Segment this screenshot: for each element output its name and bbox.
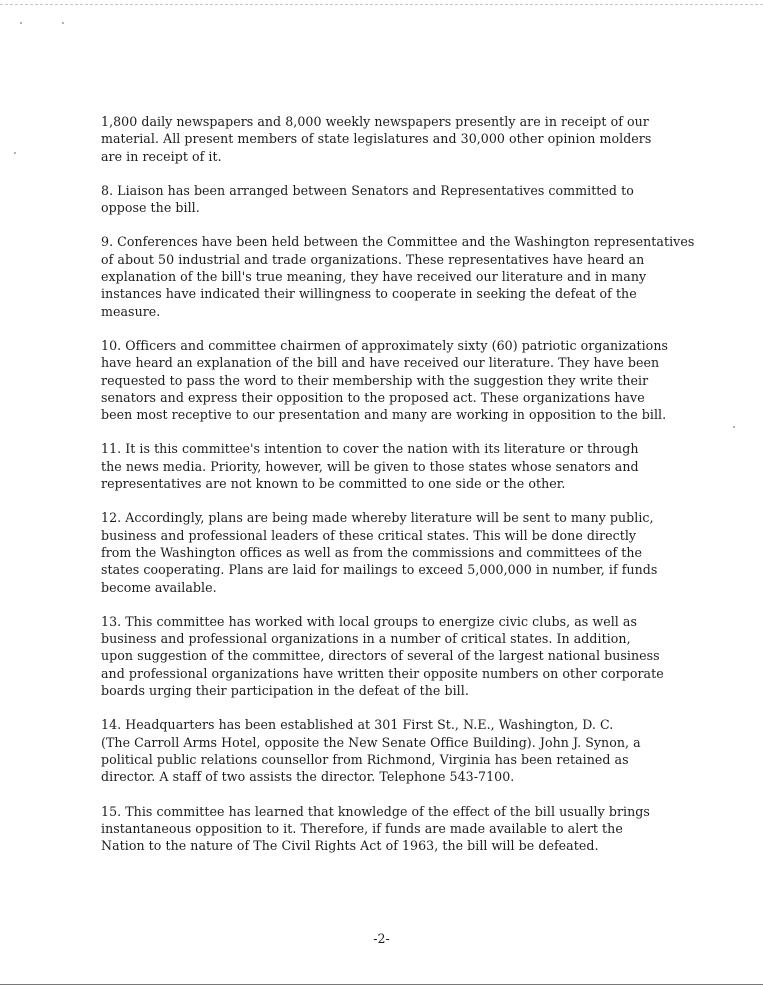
bottom-page-edge xyxy=(0,984,763,985)
scan-speck xyxy=(14,152,16,154)
paragraph-15: 15. This committee has learned that knowledge of the effect of the bill usually brings instantaneous opposition to it. Therefore, if funds are made available to alert the Nation to the nature of The Civil Rights Act of 1963, the bill will be defeated. xyxy=(101,803,650,854)
page-number: -2- xyxy=(373,931,390,946)
paragraph-8: 8. Liaison has been arranged between Senators and Representatives committed to oppose the bill. xyxy=(101,182,634,216)
paragraph-12: 12. Accordingly, plans are being made whereby literature will be sent to many public, business and professional leaders of these critical states. This will be done directly from the Washington offices as well as from the commissions and committees of the states cooperating. Plans are laid for mailings to exceed 5,000,000 in number, if funds become available. xyxy=(101,510,658,595)
paragraph-14: 14. Headquarters has been established at 301 First St., N.E., Washington, D. C. (The Carroll Arms Hotel, opposite the New Senate Office Building). John J. Synon, a political public relations counsellor from Richmond, Virginia has been retained as director. A staff of two assists the director. Telephone 543-7100. xyxy=(101,717,641,785)
paragraph-continuation: 1,800 daily newspapers and 8,000 weekly newspapers presently are in receipt of our material. All present members of state legislatures and 30,000 other opinion molders are in receipt of it. xyxy=(101,114,652,164)
scan-speck xyxy=(62,22,64,24)
document-body xyxy=(101,113,741,871)
top-page-edge xyxy=(0,4,763,5)
paragraph-9: 9. Conferences have been held between the Committee and the Washington representatives of about 50 industrial and trade organizations. These representatives have heard an explanation of the bill's true meaning, they have received our literature and in many instances have indicated their willingness to cooperate in seeking the defeat of the measure. xyxy=(101,234,695,319)
paragraph-10: 10. Officers and committee chairmen of approximately sixty (60) patriotic organizations have heard an explanation of the bill and have received our literature. They have been requested to pass the word to their membership with the suggestion they write their senators and express their opposition to the proposed act. These organizations have been most receptive to our presentation and many are working in opposition to the bill. xyxy=(101,337,668,423)
paragraph-13: 13. This committee has worked with local groups to energize civic clubs, as well as business and professional organizations in a number of critical states. In addition, upon suggestion of the committee, directors of several of the largest national business and professional organizations have written their opposite numbers on other corporate boards urging their participation in the defeat of the bill. xyxy=(101,613,664,699)
paragraph-11: 11. It is this committee's intention to cover the nation with its literature or through the news media. Priority, however, will be given to those states whose senators and representatives are not known to be committed to one side or the other. xyxy=(101,441,639,492)
scan-speck xyxy=(20,22,22,24)
